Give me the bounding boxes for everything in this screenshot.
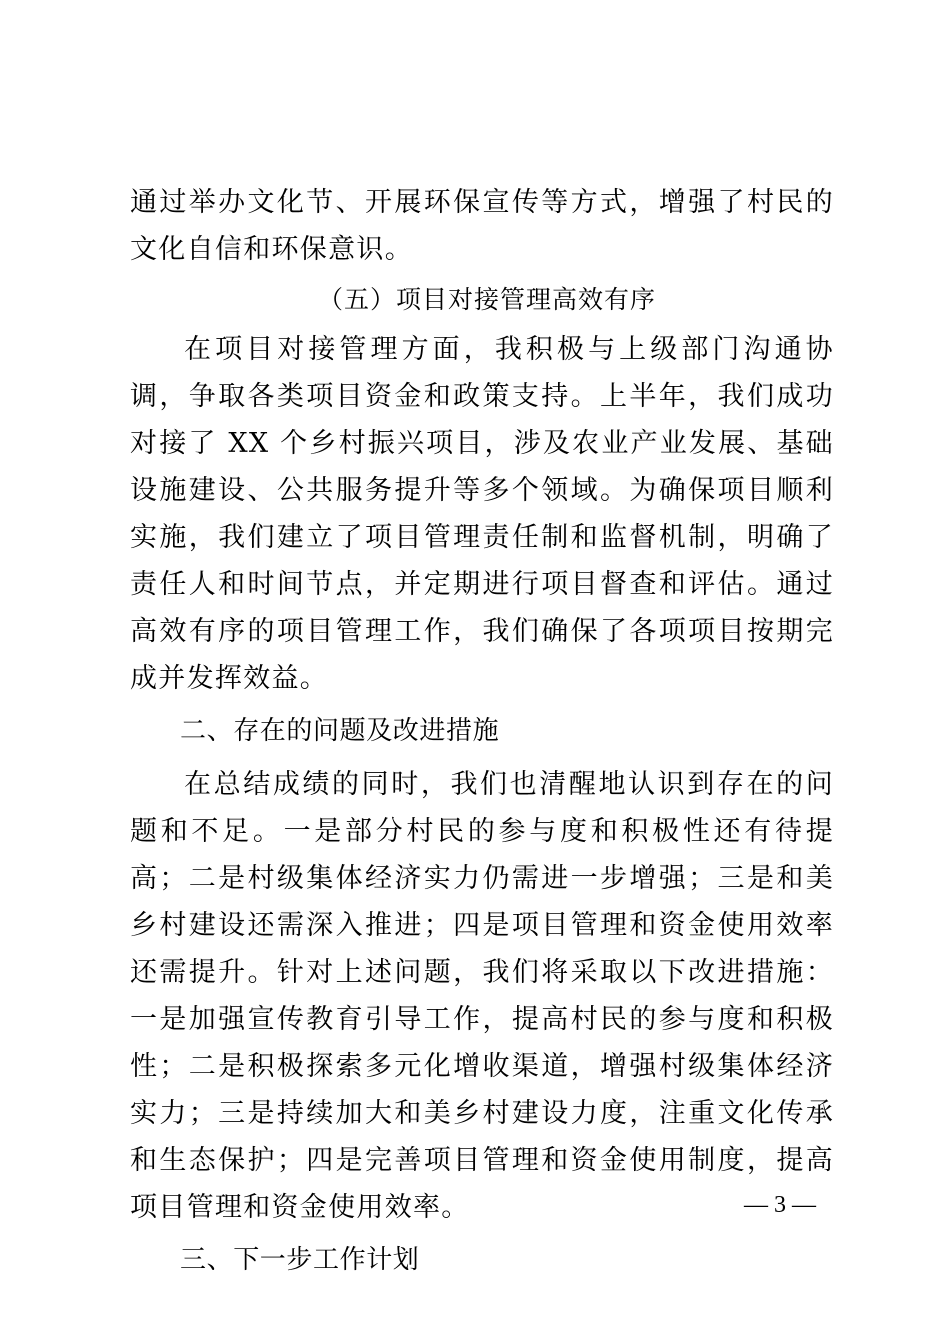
- part-2-heading: 二、存在的问题及改进措施: [180, 716, 500, 746]
- page-number: — 3 —: [744, 1192, 816, 1218]
- paragraph-section-5-body: 在项目对接管理方面，我积极与上级部门沟通协调，争取各类项目资金和政策支持。上半年，我们成功对接了 XX 个乡村振兴项目，涉及农业产业发展、基础设施建设、公共服务提升等多个领域。为确保项目顺利实施，我们建立了项目管理责任制和监督机制，明确了责任人和时间节点，并定期进行项目督查和评估。通过高效有序的项目管理工作，我们确保了各项项目按期完成并发挥效益。: [130, 334, 834, 694]
- section-5-heading: （五）项目对接管理高效有序: [317, 285, 656, 314]
- part-3-heading: 三、下一步工作计划: [180, 1245, 420, 1275]
- paragraph-intro-continuation: 通过举办文化节、开展环保宣传等方式，增强了村民的文化自信和环保意识。: [130, 187, 834, 265]
- document-body: [130, 179, 834, 1284]
- paragraph-part-2-body: 在总结成绩的同时，我们也清醒地认识到存在的问题和不足。一是部分村民的参与度和积极性还有待提高；二是村级集体经济实力仍需进一步增强；三是和美乡村建设还需深入推进；四是项目管理和资金使用效率还需提升。针对上述问题，我们将采取以下改进措施：一是加强宣传教育引导工作，提高村民的参与度和积极性；二是积极探索多元化增收渠道，增强村级集体经济实力；三是持续加大和美乡村建设力度，注重文化传承和生态保护；四是完善项目管理和资金使用制度，提高项目管理和资金使用效率。: [130, 769, 834, 1223]
